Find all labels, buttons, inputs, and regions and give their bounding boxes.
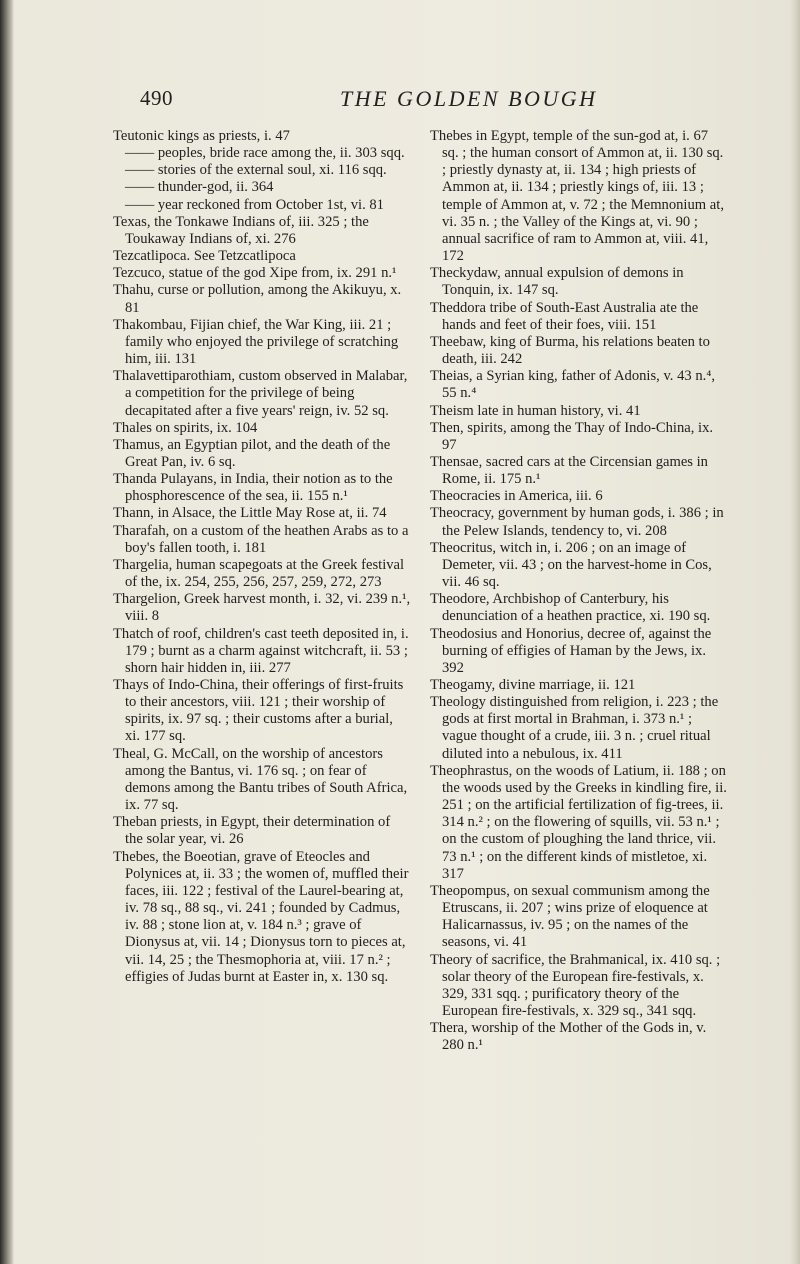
index-entry: Thera, worship of the Mother of the Gods in, v. 280 n.¹ (430, 1020, 707, 1054)
index-column-left (113, 128, 411, 986)
index-entry: Thargelia, human scapegoats at the Greek festival of the, ix. 254, 255, 256, 257, 259, 272, 273 (113, 556, 405, 591)
index-entry: Thebes in Egypt, temple of the sun-god at, i. 67 sq. ; the human consort of Ammon at, ii. 130 sq. ; priestly dynasty at, ii. 134 ; high priests of Ammon at, ii. 134 ; priestly kings of, iii. 13 ; temple of Ammon at, v. 72 ; the Memnonium at, vi. 35 n. ; the Valley of the Kings at, vi. 90 ; annual sacrifice of ram to Ammon at, viii. 41, 172 (430, 128, 724, 265)
index-entry: Thanda Pulayans, in India, their notion as to the phosphorescence of the sea, ii. 155 n.¹ (113, 471, 393, 505)
index-entry: Thatch of roof, children's cast teeth deposited in, i. 179 ; burnt as a charm against witchcraft, ii. 53 ; shorn hair hidden in, iii. 277 (113, 625, 409, 676)
index-entry: Tezcuco, statue of the god Xipe from, ix. 291 n.¹ (113, 265, 397, 282)
index-entry: Thahu, curse or pollution, among the Akikuyu, x. 81 (113, 282, 402, 316)
index-entry: Texas, the Tonkawe Indians of, iii. 325 ; the Toukaway Indians of, xi. 276 (113, 213, 369, 247)
book-binding-edge (0, 0, 14, 1264)
index-entry: Thalavettiparothiam, custom observed in Malabar, a competition for the privilege of being decapitated after a five years' reign, iv. 52 sq. (113, 368, 408, 419)
index-entry: —— peoples, bride race among the, ii. 303 sqq. (125, 145, 405, 162)
page-number: 490 (140, 86, 173, 110)
index-entry: —— thunder-god, ii. 364 (125, 179, 274, 196)
index-entry: Theocracy, government by human gods, i. 386 ; in the Pelew Islands, tendency to, vi. 208 (430, 505, 724, 539)
index-entry: Theban priests, in Egypt, their determination of the solar year, vi. 26 (113, 814, 391, 848)
index-entry: Thebes, the Boeotian, grave of Eteocles and Polynices at, ii. 33 ; the women of, muffled their faces, iii. 122 ; festival of the Laurel-bearing at, iv. 78 sq., 88 sq., vi. 241 ; founded by Cadmus, iv. 88 ; stone lion at, v. 184 n.³ ; grave of Dionysus at, vii. 14 ; Dionysus torn to pieces at, vii. 14, 25 ; the Thesmophoria at, viii. 17 n.² ; effigies of Judas burnt at Easter in, x. 130 sq. (113, 848, 409, 985)
index-entry: Thensae, sacred cars at the Circensian games in Rome, ii. 175 n.¹ (430, 453, 708, 488)
index-column-right (430, 128, 728, 1054)
index-entry: Theddora tribe of South-East Australia ate the hands and feet of their foes, viii. 151 (430, 299, 699, 333)
index-entry: Theology distinguished from religion, i. 223 ; the gods at first mortal in Brahman, i. 373 n.¹ ; vague thought of a crude, iii. 3 n. ; cruel ritual diluted into a nebulous, ix. 411 (430, 694, 719, 762)
index-entry: Theogamy, divine marriage, ii. 121 (430, 677, 636, 693)
page-right-edge (790, 0, 800, 1264)
index-entry: Theory of sacrifice, the Brahmanical, ix. 410 sq. ; solar theory of the European fire-festivals, x. 329, 331 sqq. ; purificatory theory of the European fire-festivals, x. 329 sq., 341 sqq. (430, 951, 721, 1019)
index-entry: Thargelion, Greek harvest month, i. 32, vi. 239 n.¹, viii. 8 (113, 591, 411, 625)
page-header (0, 86, 800, 116)
index-entry: Theodosius and Honorius, decree of, against the burning of effigies of Haman by the Jews, ix. 392 (430, 625, 712, 676)
index-entry: Then, spirits, among the Thay of Indo-China, ix. 97 (430, 419, 714, 453)
running-title: THE GOLDEN BOUGH (340, 86, 598, 111)
index-entry: Theophrastus, on the woods of Latium, ii. 188 ; on the woods used by the Greeks in kindling fire, ii. 251 ; on the artificial fertilization of fig-trees, ii. 314 n.² ; on the flowering of squills, vii. 53 n.¹ ; on the custom of ploughing the land thrice, vii. 73 n.¹ ; on the different kinds of mistletoe, xi. 317 (430, 762, 727, 882)
index-entry: Theocritus, witch in, i. 206 ; on an image of Demeter, vii. 43 ; on the harvest-home in Cos, vii. 46 sq. (430, 539, 712, 591)
index-entry: Tharafah, on a custom of the heathen Arabs as to a boy's fallen tooth, i. 181 (113, 522, 409, 556)
index-entry: —— stories of the external soul, xi. 116 sqq. (125, 162, 387, 179)
index-entry: —— year reckoned from October 1st, vi. 81 (125, 196, 384, 213)
index-entry: Theal, G. McCall, on the worship of ancestors among the Bantus, vi. 176 sq. ; on fear of demons among the Bantu tribes of South Africa, ix. 77 sq. (113, 745, 408, 814)
index-entry: Theopompus, on sexual communism among the Etruscans, ii. 207 ; wins prize of eloquence at Halicarnassus, iv. 95 ; on the names of the seasons, vi. 41 (430, 882, 710, 951)
index-entry: Thays of Indo-China, their offerings of first-fruits to their ancestors, viii. 121 ; their worship of spirits, ix. 97 sq. ; their customs after a burial, xi. 177 sq. (113, 677, 404, 745)
index-entry: Thakombau, Fijian chief, the War King, iii. 21 ; family who enjoyed the privilege of scratching him, iii. 131 (113, 316, 399, 368)
index-entry: Thann, in Alsace, the Little May Rose at, ii. 74 (113, 505, 387, 522)
index-entry: Theebaw, king of Burma, his relations beaten to death, iii. 242 (430, 333, 710, 368)
index-entry: Thales on spirits, ix. 104 (113, 419, 258, 436)
index-entry: Theocracies in America, iii. 6 (430, 488, 603, 505)
index-entry: Teutonic kings as priests, i. 47 (113, 128, 290, 144)
index-entry: Theism late in human history, vi. 41 (430, 402, 641, 419)
index-entry: Theias, a Syrian king, father of Adonis, v. 43 n.⁴, 55 n.⁴ (430, 368, 716, 402)
index-entry: Tezcatlipoca. See Tetzcatlipoca (113, 248, 296, 265)
index-entry: Theckydaw, annual expulsion of demons in Tonquin, ix. 147 sq. (430, 265, 684, 299)
index-entry: Theodore, Archbishop of Canterbury, his denunciation of a heathen practice, xi. 190 sq. (430, 591, 711, 625)
index-entry: Thamus, an Egyptian pilot, and the death of the Great Pan, iv. 6 sq. (113, 436, 391, 470)
